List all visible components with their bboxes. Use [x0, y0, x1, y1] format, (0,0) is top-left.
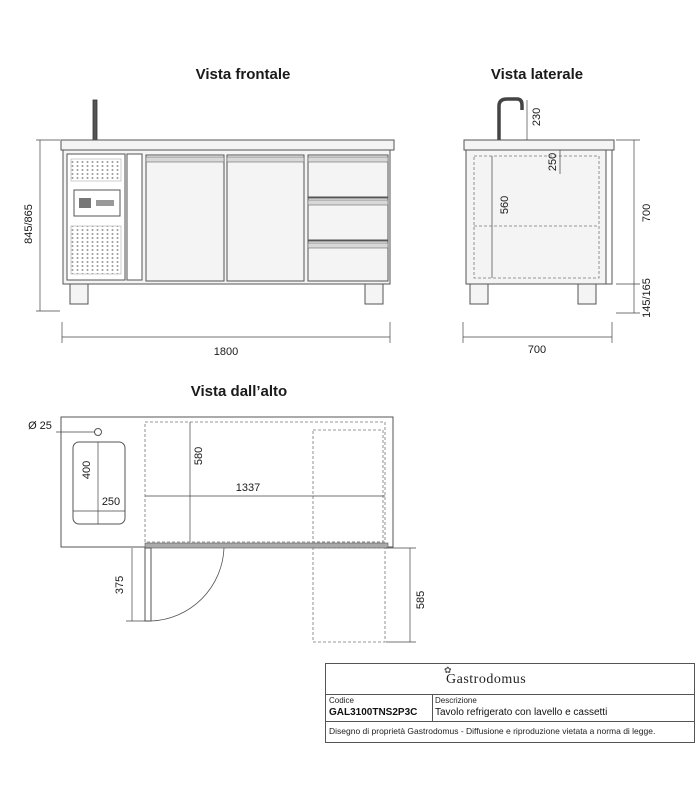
title-block-logo-row: [326, 664, 694, 695]
front-faucet: [93, 100, 97, 140]
brand-logo: Gastrodomus: [446, 672, 527, 687]
side-faucet: [499, 99, 522, 140]
divider-strip: [127, 154, 142, 280]
description-label: Descrizione: [435, 696, 477, 705]
drawer-pullout: [313, 548, 385, 642]
door-swing-arc: [151, 548, 224, 621]
side-view-title: Vista laterale: [490, 66, 584, 83]
side-leg-right: [578, 284, 596, 304]
front-leg-right: [365, 284, 383, 304]
top-sink: [73, 442, 125, 524]
side-depth-dim: 700: [527, 344, 547, 356]
top-drawer-pullout-dim: 585: [415, 590, 427, 610]
side-cabinet: [466, 150, 606, 284]
door-open-panel: [145, 548, 151, 621]
side-sink-depth-dim: 250: [547, 152, 559, 172]
top-view-title: Vista dall’alto: [190, 383, 288, 400]
top-hole-dim: Ø 25: [28, 420, 52, 432]
side-leg-height-dim: 145/165: [641, 278, 653, 318]
top-sink-length-dim: 400: [81, 460, 93, 480]
side-body-height-dim: 700: [641, 203, 653, 223]
copyright-note: Disegno di proprietà Gastrodomus - Diffusione e riproduzione vietata a norma di legge.: [329, 726, 656, 736]
front-leg-left: [70, 284, 88, 304]
vent-grille-bottom: [71, 226, 121, 274]
door-right: [227, 155, 304, 281]
front-view-title: Vista frontale: [195, 66, 291, 83]
title-block-info-row: [326, 695, 694, 722]
side-leg-left: [470, 284, 488, 304]
code-value: GAL3100TNS2P3C: [329, 707, 418, 718]
code-cell: [326, 695, 433, 721]
description-cell: [432, 695, 694, 721]
drawer-3-handle: [308, 243, 388, 248]
faucet-hole: [95, 429, 102, 436]
side-countertop: [464, 140, 614, 150]
top-compartment-depth-dim: 580: [193, 446, 205, 466]
description-value: Tavolo refrigerato con lavello e cassetti: [435, 707, 608, 718]
code-label: Codice: [329, 696, 354, 705]
door-right-handle: [227, 157, 304, 162]
front-view: [23, 100, 394, 358]
side-tap-dim: 230: [531, 107, 543, 127]
front-height-dim: 845/865: [23, 204, 35, 244]
side-inner-height-dim: 560: [499, 195, 511, 215]
logo-icon: ✿: [444, 665, 452, 675]
top-door-swing-dim: 375: [114, 575, 126, 595]
top-sink-width-dim: 250: [101, 496, 121, 508]
front-width-dim: 1800: [213, 346, 239, 358]
vent-grille-top: [71, 159, 121, 181]
top-compartment-width-dim: 1337: [235, 482, 261, 494]
title-block: [325, 663, 695, 743]
display-screen: [79, 198, 91, 208]
door-left-handle: [146, 157, 224, 162]
drawer-2-handle: [308, 200, 388, 205]
top-view: [28, 417, 427, 642]
drawer-1-handle: [308, 157, 388, 162]
front-countertop: [61, 140, 394, 150]
side-view: [463, 99, 653, 356]
door-left: [146, 155, 224, 281]
side-door-edge: [606, 150, 612, 284]
top-front-strip: [145, 543, 388, 548]
display-buttons: [96, 200, 114, 206]
